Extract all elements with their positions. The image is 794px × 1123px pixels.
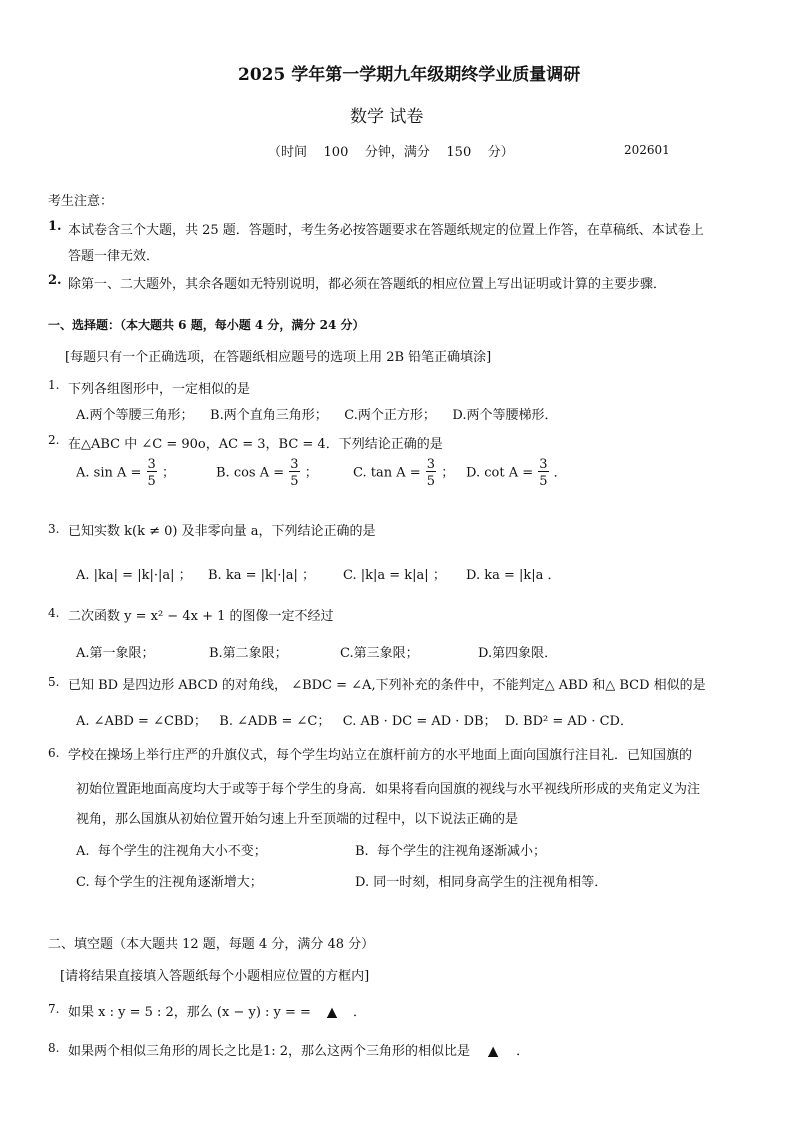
q3-option-d: D. ka = |k|a ．	[466, 568, 561, 583]
q3-option-b: B. ka = |k|·|a| ；	[208, 568, 316, 583]
q3-number: 3.	[48, 522, 60, 536]
fraction: $\frac{3}{5}$	[426, 457, 436, 489]
q2-option-c: C. tan A = $\frac{3}{5}$ ；	[353, 457, 455, 489]
q2-number: 2.	[48, 433, 60, 447]
q3-option-a: A. |ka| = |k|·|a| ；	[76, 568, 192, 583]
q8-stem: 如果两个相似三角形的周长之比是1: 2，那么这两个三角形的相似比是 ▲ ．	[68, 1044, 530, 1059]
q2-option-d: D. cot A = $\frac{3}{5}$ ．	[466, 457, 567, 489]
time-info: （时间 100 分钟，满分 150 分）	[268, 145, 514, 160]
answer-blank: ▲	[488, 1044, 499, 1059]
section1-instruction: [每题只有一个正确选项，在答题纸相应题号的选项上用 2B 铅笔正确填涂]	[65, 350, 492, 365]
q6-option-d: D. 同一时刻，相同身高学生的注视角相等．	[355, 875, 608, 890]
q4-stem: 二次函数 y = x² − 4x + 1 的图像一定不经过	[68, 609, 334, 624]
section2-heading: 二、填空题（本大题共 12 题，每题 4 分，满分 48 分）	[48, 937, 375, 952]
exam-code: 202601	[624, 143, 670, 157]
answer-blank: ▲	[326, 1005, 337, 1020]
q4-number: 4.	[48, 606, 60, 620]
q5-options: A. ∠ABD = ∠CBD； B. ∠ADB = ∠C； C. AB · DC = AD · DB； D. BD² = AD · CD．	[76, 714, 633, 729]
q5-stem: 已知 BD 是四边形 ABCD 的对角线， ∠BDC = ∠A,下列补充的条件中，不能判定△ ABD 和△ BCD 相似的是	[68, 678, 706, 693]
q4-option-c: C.第三象限；	[340, 646, 419, 661]
q8-number: 8.	[48, 1041, 60, 1055]
notice-2-line1: 除第一、二大题外，其余各题如无特别说明，都必须在答题纸的相应位置上写出证明或计算的主要步骤．	[68, 277, 667, 292]
q6-line3: 视角，那么国旗从初始位置开始匀速上升至顶端的过程中，以下说法正确的是	[76, 812, 519, 827]
fraction: $\frac{3}{5}$	[539, 457, 548, 489]
q6-option-a: A. 每个学生的注视角大小不变；	[76, 844, 267, 859]
exam-title: 2025 学年第一学期九年级期终学业质量调研	[238, 65, 581, 85]
q6-option-c: C. 每个学生的注视角逐渐增大；	[76, 875, 263, 890]
section1-heading: 一、选择题：（本大题共 6 题，每小题 4 分，满分 24 分）	[48, 318, 365, 332]
q2-option-a: A. sin A = $\frac{3}{5}$ ；	[76, 457, 175, 489]
notice-heading: 考生注意：	[48, 194, 114, 209]
notice-1-line1: 本试卷含三个大题，共 25 题．答题时，考生务必按答题要求在答题纸规定的位置上作答，在草稿纸、本试卷上	[68, 223, 704, 238]
q2-stem: 在△ABC 中 ∠C = 90o，AC = 3，BC = 4．下列结论正确的是	[68, 437, 443, 452]
q2-option-b: B. cos A = $\frac{3}{5}$ ；	[216, 457, 318, 489]
q5-number: 5.	[48, 675, 60, 689]
q1-number: 1.	[48, 378, 60, 392]
q6-option-b: B. 每个学生的注视角逐渐减小；	[355, 844, 546, 859]
q1-options: A.两个等腰三角形； B.两个直角三角形； C.两个正方形； D.两个等腰梯形．	[76, 408, 558, 423]
fraction: $\frac{3}{5}$	[147, 457, 156, 489]
q3-option-c: C. |k|a = k|a| ；	[343, 568, 446, 583]
notice-2-number: 2.	[48, 273, 62, 288]
q1-stem: 下列各组图形中，一定相似的是	[68, 382, 251, 397]
section2-instruction: [请将结果直接填入答题纸每个小题相应位置的方框内]	[60, 969, 370, 984]
q6-line2: 初始位置距地面高度均大于或等于每个学生的身高．如果将看向国旗的视线与水平视线所形成的夹角定义为注	[76, 782, 701, 797]
q7-stem: 如果 x : y = 5 : 2，那么 (x − y) : y = = ▲ ．	[68, 1005, 366, 1020]
fraction: $\frac{3}{5}$	[290, 457, 299, 489]
notice-1-line2: 答题一律无效．	[68, 249, 160, 264]
q4-option-b: B.第二象限；	[209, 646, 288, 661]
q3-stem: 已知实数 k(k ≠ 0) 及非零向量 a，下列结论正确的是	[68, 524, 376, 539]
q4-option-d: D.第四象限．	[478, 646, 558, 661]
notice-1-number: 1.	[48, 219, 62, 234]
q4-option-a: A.第一象限；	[76, 646, 155, 661]
q6-number: 6.	[48, 746, 60, 760]
q7-number: 7.	[48, 1002, 60, 1016]
exam-subject: 数学 试卷	[350, 107, 424, 127]
q6-line1: 学校在操场上举行庄严的升旗仪式，每个学生均站立在旗杆前方的水平地面上面向国旗行注目礼．已知国旗的	[68, 748, 693, 763]
